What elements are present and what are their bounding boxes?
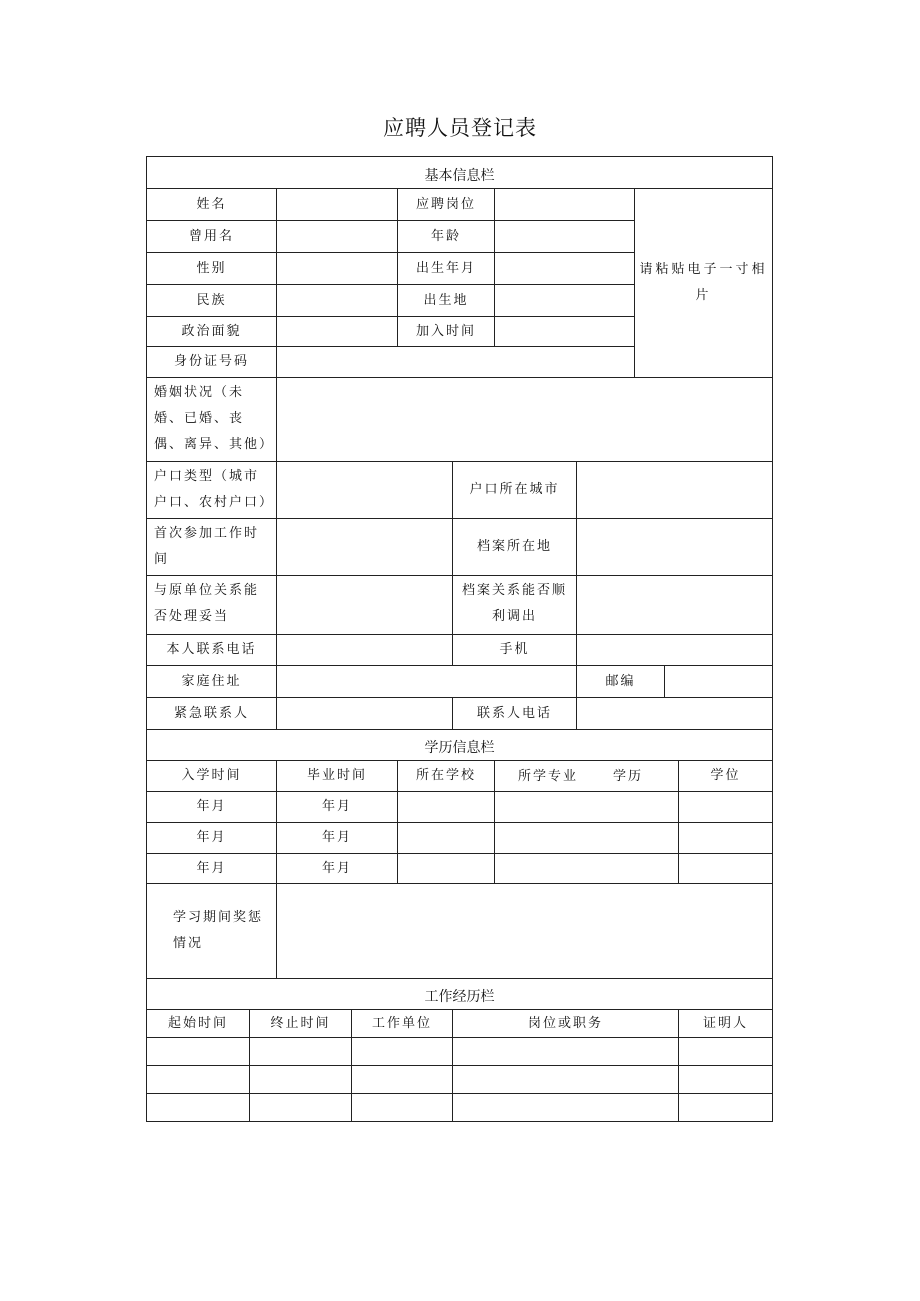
edu-header-major: 所学专业 [518,769,579,784]
label-contact-phone: 联系人电话 [452,697,577,730]
field-birthplace[interactable] [494,284,635,317]
work-row-1-start[interactable] [146,1037,250,1066]
field-archive-location[interactable] [576,518,773,576]
edu-row-1-major[interactable] [494,791,679,823]
edu-row-3-start[interactable]: 年月 [146,853,277,884]
label-hukou-type: 户口类型（城市户口、农村户口） [146,461,277,519]
label-postcode: 邮编 [576,665,665,698]
field-former-name[interactable] [276,220,398,253]
field-age[interactable] [494,220,635,253]
edu-row-3-end[interactable]: 年月 [276,853,398,884]
field-mobile[interactable] [576,634,773,666]
label-awards: 学习期间奖惩情况 [146,883,277,979]
field-emergency-contact[interactable] [276,697,453,730]
field-hukou-city[interactable] [576,461,773,519]
edu-row-1-end[interactable]: 年月 [276,791,398,823]
work-row-1-reference[interactable] [678,1037,773,1066]
label-ethnicity: 民族 [146,284,277,317]
work-header-start: 起始时间 [146,1009,250,1038]
field-marital-status[interactable] [276,377,773,462]
work-row-2-reference[interactable] [678,1065,773,1094]
field-postcode[interactable] [664,665,773,698]
label-home-address: 家庭住址 [146,665,277,698]
edu-row-1-start[interactable]: 年月 [146,791,277,823]
work-header-reference: 证明人 [678,1009,773,1038]
label-id-number: 身份证号码 [146,346,277,378]
edu-row-1-degree[interactable] [678,791,773,823]
field-name[interactable] [276,188,398,221]
label-emergency-contact: 紧急联系人 [146,697,277,730]
label-birth-date: 出生年月 [397,252,495,285]
edu-header-major-degree [494,760,679,792]
field-position-applied[interactable] [494,188,635,221]
work-row-3-employer[interactable] [351,1093,453,1122]
label-age: 年龄 [397,220,495,253]
section-header-basic: 基本信息栏 [146,156,773,189]
work-row-3-end[interactable] [249,1093,352,1122]
work-header-position: 岗位或职务 [452,1009,679,1038]
edu-row-2-end[interactable]: 年月 [276,822,398,854]
work-row-3-start[interactable] [146,1093,250,1122]
edu-row-2-degree[interactable] [678,822,773,854]
section-header-education: 学历信息栏 [146,729,773,761]
label-marital-status: 婚姻状况（未婚、已婚、丧偶、离异、其他） [146,377,277,462]
work-row-1-position[interactable] [452,1037,679,1066]
field-birth-date[interactable] [494,252,635,285]
work-row-3-reference[interactable] [678,1093,773,1122]
section-header-work: 工作经历栏 [146,978,773,1010]
edu-row-3-major[interactable] [494,853,679,884]
label-join-date: 加入时间 [397,316,495,347]
field-first-work-time[interactable] [276,518,453,576]
edu-row-3-school[interactable] [397,853,495,884]
work-row-2-position[interactable] [452,1065,679,1094]
page-title: 应聘人员登记表 [383,116,537,140]
work-row-2-employer[interactable] [351,1065,453,1094]
field-contact-phone[interactable] [576,697,773,730]
field-awards[interactable] [276,883,773,979]
field-id-number[interactable] [276,346,635,378]
label-hukou-city: 户口所在城市 [452,461,577,519]
label-phone: 本人联系电话 [146,634,277,666]
label-birthplace: 出生地 [397,284,495,317]
field-hukou-type[interactable] [276,461,453,519]
edu-row-3-degree[interactable] [678,853,773,884]
work-row-3-position[interactable] [452,1093,679,1122]
label-former-employer-relation: 与原单位关系能否处理妥当 [146,575,277,635]
label-name: 姓名 [146,188,277,221]
work-row-1-end[interactable] [249,1037,352,1066]
edu-row-2-start[interactable]: 年月 [146,822,277,854]
registration-form [147,157,773,1122]
label-archive-transfer: 档案关系能否顺利调出 [452,575,577,635]
label-first-work-time: 首次参加工作时间 [146,518,277,576]
field-join-date[interactable] [494,316,635,347]
work-header-end: 终止时间 [249,1009,352,1038]
work-row-1-employer[interactable] [351,1037,453,1066]
edu-header-end: 毕业时间 [276,760,398,792]
edu-row-1-school[interactable] [397,791,495,823]
field-political-status[interactable] [276,316,398,347]
label-mobile: 手机 [452,634,577,666]
photo-box[interactable]: 请粘贴电子一寸相片 [634,188,773,378]
field-home-address[interactable] [276,665,577,698]
work-header-employer: 工作单位 [351,1009,453,1038]
field-former-employer-relation[interactable] [276,575,453,635]
edu-header-degree: 学位 [678,760,773,792]
label-position-applied: 应聘岗位 [397,188,495,221]
field-archive-transfer[interactable] [576,575,773,635]
field-phone[interactable] [276,634,453,666]
edu-header-start: 入学时间 [146,760,277,792]
edu-row-2-major[interactable] [494,822,679,854]
field-gender[interactable] [276,252,398,285]
edu-header-degree-level: 学历 [613,769,644,784]
field-ethnicity[interactable] [276,284,398,317]
work-row-2-end[interactable] [249,1065,352,1094]
work-row-2-start[interactable] [146,1065,250,1094]
edu-row-2-school[interactable] [397,822,495,854]
label-gender: 性别 [146,252,277,285]
label-former-name: 曾用名 [146,220,277,253]
edu-header-school: 所在学校 [397,760,495,792]
label-political-status: 政治面貌 [146,316,277,347]
label-archive-location: 档案所在地 [452,518,577,576]
